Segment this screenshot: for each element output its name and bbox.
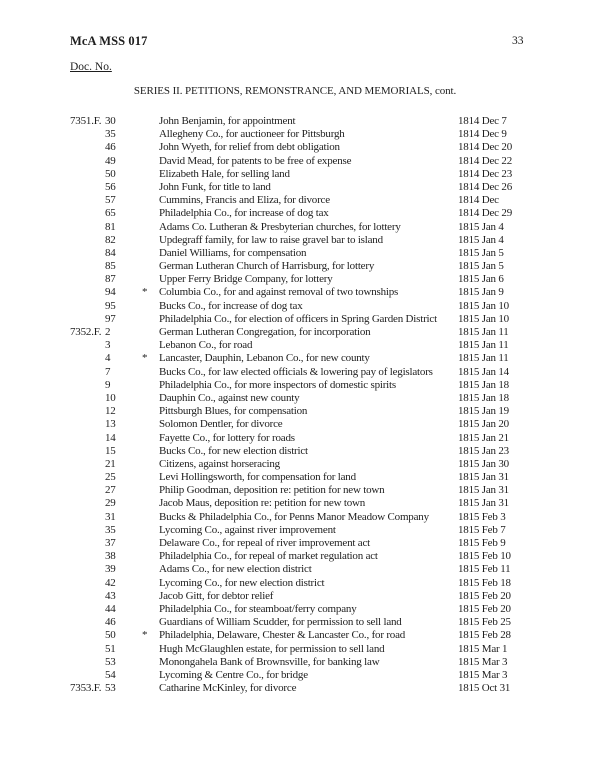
desc-cell: Philadelphia Co., for more inspectors of domestic spirits bbox=[159, 378, 396, 391]
item-no-cell: 2 bbox=[105, 326, 111, 338]
star-cell bbox=[142, 392, 159, 405]
table-row bbox=[0, 194, 600, 207]
item-no-cell: 46 bbox=[105, 616, 116, 629]
doc-no-cell: 7352.F. bbox=[70, 326, 102, 338]
desc-cell: Elizabeth Hale, for selling land bbox=[159, 167, 290, 180]
item-no-cell: 25 bbox=[105, 471, 116, 484]
star-cell bbox=[142, 471, 159, 484]
table-row bbox=[0, 550, 600, 563]
desc-cell: Cummins, Francis and Eliza, for divorce bbox=[159, 194, 330, 207]
doc-no-cell bbox=[70, 432, 105, 445]
item-no-cell: 12 bbox=[105, 405, 116, 418]
item-no-cell: 82 bbox=[105, 233, 116, 246]
doc-no-cell bbox=[70, 445, 105, 458]
item-no-cell: 39 bbox=[105, 563, 116, 576]
desc-cell: Lycoming Co., for new election district bbox=[159, 576, 325, 589]
desc-cell: John Wyeth, for relief from debt obligation bbox=[159, 141, 340, 154]
desc-cell: Daniel Williams, for compensation bbox=[159, 246, 307, 259]
desc-cell: Columbia Co., for and against removal of two townships bbox=[159, 286, 399, 299]
item-no-cell: 54 bbox=[105, 668, 116, 681]
star-cell bbox=[142, 141, 159, 154]
item-no-cell: 37 bbox=[105, 537, 116, 549]
date-cell: 1815 Feb 11 bbox=[458, 563, 511, 576]
star-cell bbox=[142, 300, 159, 313]
doc-no-cell bbox=[70, 497, 105, 510]
star-cell bbox=[142, 379, 159, 392]
item-no-cell: 31 bbox=[105, 510, 116, 523]
desc-cell: Jacob Gitt, for debtor relief bbox=[159, 589, 274, 602]
desc-cell: Pittsburgh Blues, for compensation bbox=[159, 405, 308, 418]
item-no-cell: 3 bbox=[105, 339, 111, 352]
date-cell: 1815 Jan 30 bbox=[458, 457, 509, 470]
desc-cell: German Lutheran Congregation, for incorporation bbox=[159, 326, 371, 338]
desc-cell: Jacob Maus, deposition re: petition for new town bbox=[159, 497, 366, 510]
date-cell: 1815 Jan 19 bbox=[458, 405, 509, 418]
desc-cell: Updegraff family, for law to raise gravel bar to island bbox=[159, 233, 383, 246]
star-cell bbox=[142, 207, 159, 220]
table-row bbox=[0, 207, 600, 220]
doc-no-cell bbox=[70, 141, 105, 154]
date-cell: 1815 Jan 21 bbox=[458, 431, 509, 444]
table-row bbox=[0, 629, 600, 642]
table-row bbox=[0, 300, 600, 313]
item-no-cell: 50 bbox=[105, 167, 116, 180]
date-cell: 1814 Dec 9 bbox=[458, 128, 507, 141]
item-no-cell: 42 bbox=[105, 576, 116, 589]
item-no-cell: 51 bbox=[105, 642, 116, 655]
date-cell: 1815 Jan 14 bbox=[458, 365, 509, 378]
item-no-cell: 21 bbox=[105, 457, 116, 470]
doc-no-cell bbox=[70, 286, 105, 299]
desc-cell: Upper Ferry Bridge Company, for lottery bbox=[159, 273, 333, 286]
entries-list bbox=[0, 115, 600, 695]
date-cell: 1815 Jan 11 bbox=[458, 352, 509, 365]
desc-cell: Philip Goodman, deposition re: petition for new town bbox=[159, 484, 385, 497]
doc-no-cell bbox=[70, 484, 105, 497]
item-no-cell: 53 bbox=[105, 655, 116, 668]
star-cell bbox=[142, 577, 159, 590]
table-row bbox=[0, 273, 600, 286]
table-row bbox=[0, 577, 600, 590]
table-row bbox=[0, 484, 600, 497]
doc-no-cell: 7353.F. bbox=[70, 682, 102, 695]
star-cell bbox=[142, 484, 159, 497]
item-no-cell: 43 bbox=[105, 589, 116, 602]
doc-no-cell bbox=[70, 221, 105, 234]
doc-no-cell bbox=[70, 168, 105, 181]
desc-cell: Bucks Co., for increase of dog tax bbox=[159, 299, 303, 312]
table-row bbox=[0, 234, 600, 247]
table-row bbox=[0, 418, 600, 431]
star-cell bbox=[142, 497, 159, 510]
star-cell bbox=[142, 432, 159, 445]
doc-no-cell bbox=[70, 155, 105, 168]
item-no-cell: 50 bbox=[105, 629, 116, 642]
item-no-cell: 85 bbox=[105, 260, 116, 273]
star-cell bbox=[142, 643, 159, 656]
desc-cell: John Benjamin, for appointment bbox=[159, 115, 296, 127]
desc-cell: John Funk, for title to land bbox=[159, 180, 271, 193]
star-cell bbox=[142, 313, 159, 326]
star-cell bbox=[142, 445, 159, 458]
table-row bbox=[0, 432, 600, 445]
desc-cell: Lycoming Co., against river improvement bbox=[159, 523, 336, 536]
desc-cell: Philadelphia Co., for steamboat/ferry company bbox=[159, 602, 357, 615]
desc-cell: Lancaster, Dauphin, Lebanon Co., for new county bbox=[159, 352, 370, 365]
date-cell: 1814 Dec 23 bbox=[458, 167, 513, 180]
table-row bbox=[0, 155, 600, 168]
desc-cell: Philadelphia, Delaware, Chester & Lancaster Co., for road bbox=[159, 629, 406, 642]
star-cell bbox=[142, 247, 159, 260]
table-row bbox=[0, 168, 600, 181]
page-number: 33 bbox=[512, 35, 524, 47]
doc-no-cell bbox=[70, 458, 105, 471]
table-row bbox=[0, 313, 600, 326]
date-cell: 1815 Feb 20 bbox=[458, 589, 511, 602]
table-row bbox=[0, 537, 600, 550]
desc-cell: Bucks & Philadelphia Co., for Penns Manor Meadow Company bbox=[159, 510, 429, 523]
table-row bbox=[0, 247, 600, 260]
star-cell: * bbox=[142, 629, 148, 642]
desc-cell: Guardians of William Scudder, for permission to sell land bbox=[159, 616, 402, 629]
doc-no-cell bbox=[70, 366, 105, 379]
star-cell: * bbox=[142, 352, 148, 365]
doc-no-cell bbox=[70, 181, 105, 194]
desc-cell: Delaware Co., for repeal of river improvement act bbox=[159, 537, 371, 549]
doc-no-cell bbox=[70, 313, 105, 326]
item-no-cell: 9 bbox=[105, 378, 111, 391]
star-cell bbox=[142, 656, 159, 669]
table-row bbox=[0, 286, 600, 299]
star-cell bbox=[142, 669, 159, 682]
date-cell: 1815 Feb 9 bbox=[458, 537, 506, 549]
date-cell: 1815 Jan 31 bbox=[458, 497, 509, 510]
date-cell: 1815 Feb 7 bbox=[458, 523, 506, 536]
star-cell bbox=[142, 418, 159, 431]
table-row bbox=[0, 603, 600, 616]
item-no-cell: 46 bbox=[105, 141, 116, 154]
table-row bbox=[0, 524, 600, 537]
star-cell bbox=[142, 181, 159, 194]
doc-no-cell bbox=[70, 247, 105, 260]
star-cell bbox=[142, 537, 159, 550]
doc-no-cell bbox=[70, 194, 105, 207]
item-no-cell: 7 bbox=[105, 365, 111, 378]
table-row bbox=[0, 405, 600, 418]
star-cell bbox=[142, 563, 159, 576]
desc-cell: Philadelphia Co., for election of officers in Spring Garden District bbox=[159, 312, 437, 325]
table-row bbox=[0, 260, 600, 273]
doc-no-cell bbox=[70, 629, 105, 642]
date-cell: 1815 Feb 10 bbox=[458, 550, 511, 563]
collection-id: McA MSS 017 bbox=[70, 34, 148, 48]
date-cell: 1815 Jan 18 bbox=[458, 378, 509, 391]
date-cell: 1815 Feb 18 bbox=[458, 576, 511, 589]
desc-cell: Allegheny Co., for auctioneer for Pittsburgh bbox=[159, 128, 345, 141]
doc-no-cell bbox=[70, 643, 105, 656]
star-cell bbox=[142, 128, 159, 141]
star-cell bbox=[142, 511, 159, 524]
date-cell: 1815 Jan 20 bbox=[458, 418, 509, 431]
date-cell: 1815 Jan 10 bbox=[458, 299, 509, 312]
star-cell bbox=[142, 524, 159, 537]
doc-no-cell bbox=[70, 616, 105, 629]
star-cell bbox=[142, 260, 159, 273]
table-row bbox=[0, 458, 600, 471]
item-no-cell: 15 bbox=[105, 444, 116, 457]
item-no-cell: 44 bbox=[105, 602, 116, 615]
date-cell: 1815 Mar 3 bbox=[458, 655, 508, 668]
item-no-cell: 81 bbox=[105, 220, 116, 233]
date-cell: 1815 Jan 6 bbox=[458, 273, 504, 286]
table-row bbox=[0, 445, 600, 458]
table-row bbox=[0, 497, 600, 510]
item-no-cell: 35 bbox=[105, 523, 116, 536]
star-cell bbox=[142, 550, 159, 563]
date-cell: 1814 Dec 26 bbox=[458, 180, 513, 193]
item-no-cell: 29 bbox=[105, 497, 116, 510]
star-cell bbox=[142, 273, 159, 286]
item-no-cell: 84 bbox=[105, 246, 116, 259]
star-cell bbox=[142, 616, 159, 629]
table-row bbox=[0, 616, 600, 629]
table-row bbox=[0, 141, 600, 154]
star-cell bbox=[142, 339, 159, 352]
date-cell: 1815 Mar 3 bbox=[458, 668, 508, 681]
date-cell: 1815 Jan 5 bbox=[458, 246, 504, 259]
date-cell: 1814 Dec 7 bbox=[458, 115, 507, 127]
item-no-cell: 53 bbox=[105, 682, 116, 695]
star-cell bbox=[142, 168, 159, 181]
doc-no-cell: 7351.F. bbox=[70, 115, 102, 127]
date-cell: 1814 Dec 29 bbox=[458, 207, 513, 220]
desc-cell: Adams Co. Lutheran & Presbyterian churches, for lottery bbox=[159, 220, 401, 233]
doc-no-cell bbox=[70, 537, 105, 550]
table-row bbox=[0, 682, 600, 695]
doc-no-cell bbox=[70, 300, 105, 313]
table-row bbox=[0, 643, 600, 656]
doc-no-heading: Doc. No. bbox=[70, 61, 112, 73]
doc-no-cell bbox=[70, 511, 105, 524]
doc-no-cell bbox=[70, 603, 105, 616]
desc-cell: Citizens, against horseracing bbox=[159, 457, 280, 470]
date-cell: 1815 Jan 11 bbox=[458, 326, 509, 338]
star-cell bbox=[142, 221, 159, 234]
item-no-cell: 35 bbox=[105, 128, 116, 141]
table-row bbox=[0, 511, 600, 524]
item-no-cell: 38 bbox=[105, 550, 116, 563]
desc-cell: Philadelphia Co., for increase of dog tax bbox=[159, 207, 329, 220]
item-no-cell: 14 bbox=[105, 431, 116, 444]
item-no-cell: 49 bbox=[105, 154, 116, 167]
star-cell bbox=[142, 366, 159, 379]
desc-cell: Lebanon Co., for road bbox=[159, 339, 253, 352]
item-no-cell: 65 bbox=[105, 207, 116, 220]
table-row bbox=[0, 656, 600, 669]
star-cell bbox=[142, 603, 159, 616]
item-no-cell: 97 bbox=[105, 312, 116, 325]
star-cell bbox=[142, 234, 159, 247]
doc-no-cell bbox=[70, 669, 105, 682]
date-cell: 1815 Mar 1 bbox=[458, 642, 508, 655]
date-cell: 1815 Jan 18 bbox=[458, 391, 509, 404]
date-cell: 1814 Dec 20 bbox=[458, 141, 513, 154]
table-row bbox=[0, 352, 600, 365]
item-no-cell: 95 bbox=[105, 299, 116, 312]
doc-no-cell bbox=[70, 563, 105, 576]
date-cell: 1815 Feb 28 bbox=[458, 629, 511, 642]
date-cell: 1815 Feb 3 bbox=[458, 510, 506, 523]
desc-cell: Fayette Co., for lottery for roads bbox=[159, 431, 295, 444]
doc-no-cell bbox=[70, 260, 105, 273]
date-cell: 1815 Jan 31 bbox=[458, 484, 509, 497]
desc-cell: Adams Co., for new election district bbox=[159, 563, 312, 576]
desc-cell: Monongahela Bank of Brownsville, for banking law bbox=[159, 655, 380, 668]
desc-cell: Bucks Co., for new election district bbox=[159, 444, 308, 457]
date-cell: 1815 Jan 4 bbox=[458, 233, 504, 246]
date-cell: 1814 Dec 22 bbox=[458, 154, 513, 167]
desc-cell: Levi Hollingsworth, for compensation for land bbox=[159, 471, 356, 484]
date-cell: 1815 Feb 25 bbox=[458, 616, 511, 629]
desc-cell: David Mead, for patents to be free of expense bbox=[159, 154, 352, 167]
date-cell: 1815 Jan 5 bbox=[458, 260, 504, 273]
table-row bbox=[0, 221, 600, 234]
table-row bbox=[0, 326, 600, 339]
star-cell bbox=[142, 682, 159, 695]
doc-no-cell bbox=[70, 418, 105, 431]
desc-cell: Bucks Co., for law elected officials & lowering pay of legislators bbox=[159, 365, 433, 378]
table-row bbox=[0, 379, 600, 392]
star-cell bbox=[142, 115, 159, 128]
item-no-cell: 4 bbox=[105, 352, 111, 365]
date-cell: 1815 Jan 4 bbox=[458, 220, 504, 233]
date-cell: 1814 Dec bbox=[458, 194, 499, 207]
desc-cell: Solomon Dentler, for divorce bbox=[159, 418, 283, 431]
table-row bbox=[0, 471, 600, 484]
date-cell: 1815 Jan 31 bbox=[458, 471, 509, 484]
doc-no-cell bbox=[70, 524, 105, 537]
table-row bbox=[0, 392, 600, 405]
item-no-cell: 57 bbox=[105, 194, 116, 207]
desc-cell: German Lutheran Church of Harrisburg, for lottery bbox=[159, 260, 375, 273]
date-cell: 1815 Jan 9 bbox=[458, 286, 504, 299]
doc-no-cell bbox=[70, 352, 105, 365]
desc-cell: Lycoming & Centre Co., for bridge bbox=[159, 668, 308, 681]
date-cell: 1815 Jan 11 bbox=[458, 339, 509, 352]
doc-no-cell bbox=[70, 273, 105, 286]
table-row bbox=[0, 339, 600, 352]
desc-cell: Hugh McGlaughlen estate, for permission to sell land bbox=[159, 642, 385, 655]
item-no-cell: 87 bbox=[105, 273, 116, 286]
star-cell bbox=[142, 405, 159, 418]
doc-no-cell bbox=[70, 207, 105, 220]
star-cell bbox=[142, 458, 159, 471]
doc-no-cell bbox=[70, 590, 105, 603]
item-no-cell: 56 bbox=[105, 180, 116, 193]
star-cell bbox=[142, 155, 159, 168]
star-cell: * bbox=[142, 286, 148, 299]
desc-cell: Dauphin Co., against new county bbox=[159, 391, 300, 404]
series-title: SERIES II. PETITIONS, REMONSTRANCE, AND MEMORIALS, cont. bbox=[133, 85, 457, 97]
doc-no-cell bbox=[70, 656, 105, 669]
star-cell bbox=[142, 194, 159, 207]
date-cell: 1815 Jan 10 bbox=[458, 312, 509, 325]
item-no-cell: 13 bbox=[105, 418, 116, 431]
table-row bbox=[0, 128, 600, 141]
doc-no-cell bbox=[70, 379, 105, 392]
desc-cell: Catharine McKinley, for divorce bbox=[159, 682, 297, 695]
date-cell: 1815 Feb 20 bbox=[458, 602, 511, 615]
doc-no-cell bbox=[70, 234, 105, 247]
doc-no-cell bbox=[70, 392, 105, 405]
table-row bbox=[0, 563, 600, 576]
item-no-cell: 27 bbox=[105, 484, 116, 497]
doc-no-cell bbox=[70, 405, 105, 418]
item-no-cell: 10 bbox=[105, 391, 116, 404]
star-cell bbox=[142, 590, 159, 603]
doc-no-cell bbox=[70, 128, 105, 141]
doc-no-cell bbox=[70, 339, 105, 352]
item-no-cell: 94 bbox=[105, 286, 116, 299]
date-cell: 1815 Oct 31 bbox=[458, 682, 511, 695]
doc-no-cell bbox=[70, 471, 105, 484]
desc-cell: Philadelphia Co., for repeal of market regulation act bbox=[159, 550, 378, 563]
table-row bbox=[0, 669, 600, 682]
doc-no-cell bbox=[70, 550, 105, 563]
table-row bbox=[0, 366, 600, 379]
table-row bbox=[0, 115, 600, 128]
item-no-cell: 30 bbox=[105, 115, 116, 127]
table-row bbox=[0, 181, 600, 194]
table-row bbox=[0, 590, 600, 603]
doc-no-cell bbox=[70, 577, 105, 590]
date-cell: 1815 Jan 23 bbox=[458, 444, 509, 457]
star-cell bbox=[142, 326, 159, 339]
